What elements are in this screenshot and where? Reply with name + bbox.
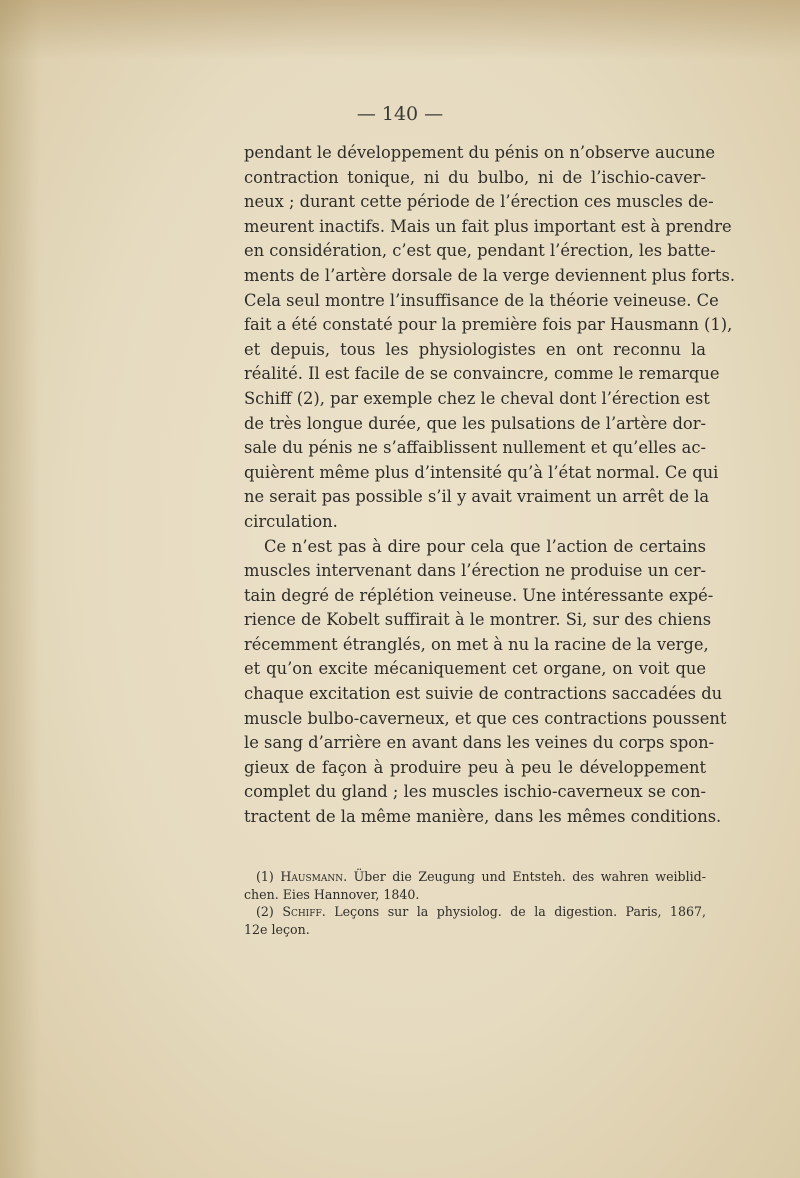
text-line: muscle bulbo-caverneux, et que ces contractions poussent xyxy=(244,708,727,728)
text-line: et depuis, tous les physiologistes en ont reconnu la xyxy=(244,339,706,359)
text-line: contraction tonique, ni du bulbo, ni de l’ischio-caver- xyxy=(244,167,706,187)
text-line: le sang d’arrière en avant dans les veines du corps spon- xyxy=(244,733,715,753)
text-line: Ce n’est pas à dire pour cela que l’action de certains xyxy=(264,536,706,556)
footnote-author: Hausmann. xyxy=(280,869,348,884)
footnotes xyxy=(244,868,706,938)
text-line: Cela seul montre l’insuffisance de la théorie veineuse. Ce xyxy=(244,290,719,310)
footnote-1-continued: chen. Eies Hannover, 1840. xyxy=(244,886,420,902)
footnote-marker: (1) xyxy=(256,869,274,884)
text-line: fait a été constaté pour la première fois par Hausmann (1), xyxy=(244,315,733,335)
footnote-author: Schiff. xyxy=(282,904,326,919)
text-line: Schiff (2), par exemple chez le cheval dont l’érection est xyxy=(244,388,710,408)
footnote-2-continued: 12e leçon. xyxy=(244,921,310,937)
text-line: récemment étranglés, on met à nu la racine de la verge, xyxy=(244,634,709,654)
text-line: rience de Kobelt suffirait à le montrer. Si, sur des chiens xyxy=(244,610,712,630)
page-number: — 140 — xyxy=(356,103,444,125)
text-line: gieux de façon à produire peu à peu le développement xyxy=(244,757,706,777)
text-line: ments de l’artère dorsale de la verge deviennent plus forts. xyxy=(244,265,736,285)
footnote-marker: (2) xyxy=(256,904,274,919)
text-line: ne serait pas possible s’il y avait vraiment un arrêt de la xyxy=(244,487,710,507)
text-line: sale du pénis ne s’affaiblissent nullement et qu’elles ac- xyxy=(244,438,706,458)
text-line: tain degré de réplétion veineuse. Une intéressante expé- xyxy=(244,585,714,605)
text-line: quièrent même plus d’intensité qu’à l’état normal. Ce qui xyxy=(244,462,719,482)
body-text xyxy=(244,141,736,830)
text-line: tractent de la même manière, dans les mêmes conditions. xyxy=(244,807,722,827)
text-line: muscles intervenant dans l’érection ne produise un cer- xyxy=(244,561,706,581)
text-line: de très longue durée, que les pulsations de l’artère dor- xyxy=(244,413,706,433)
footnote-text: Über die Zeugung und Entsteh. des wahren weiblid- xyxy=(353,869,706,884)
text-line: chaque excitation est suivie de contractions saccadées du xyxy=(244,684,723,704)
text-line: pendant le développement du pénis on n’observe aucune xyxy=(244,143,715,162)
text-line: meurent inactifs. Mais un fait plus important est à prendre xyxy=(244,216,732,236)
text-line: en considération, c’est que, pendant l’érection, les batte- xyxy=(244,241,716,261)
text-line: complet du gland ; les muscles ischio-caverneux se con- xyxy=(244,782,706,802)
footnote-1 xyxy=(244,868,706,886)
text-line: neux ; durant cette période de l’érection ces muscles de- xyxy=(244,192,714,212)
text-line: et qu’on excite mécaniquement cet organe, on voit que xyxy=(244,659,706,679)
text-line: réalité. Il est facile de se convaincre, comme le remarque xyxy=(244,364,720,384)
footnote-text: Leçons sur la physiolog. de la digestion. Paris, 1867, xyxy=(334,904,706,919)
text-line: circulation. xyxy=(244,511,338,531)
footnote-2 xyxy=(244,903,706,921)
